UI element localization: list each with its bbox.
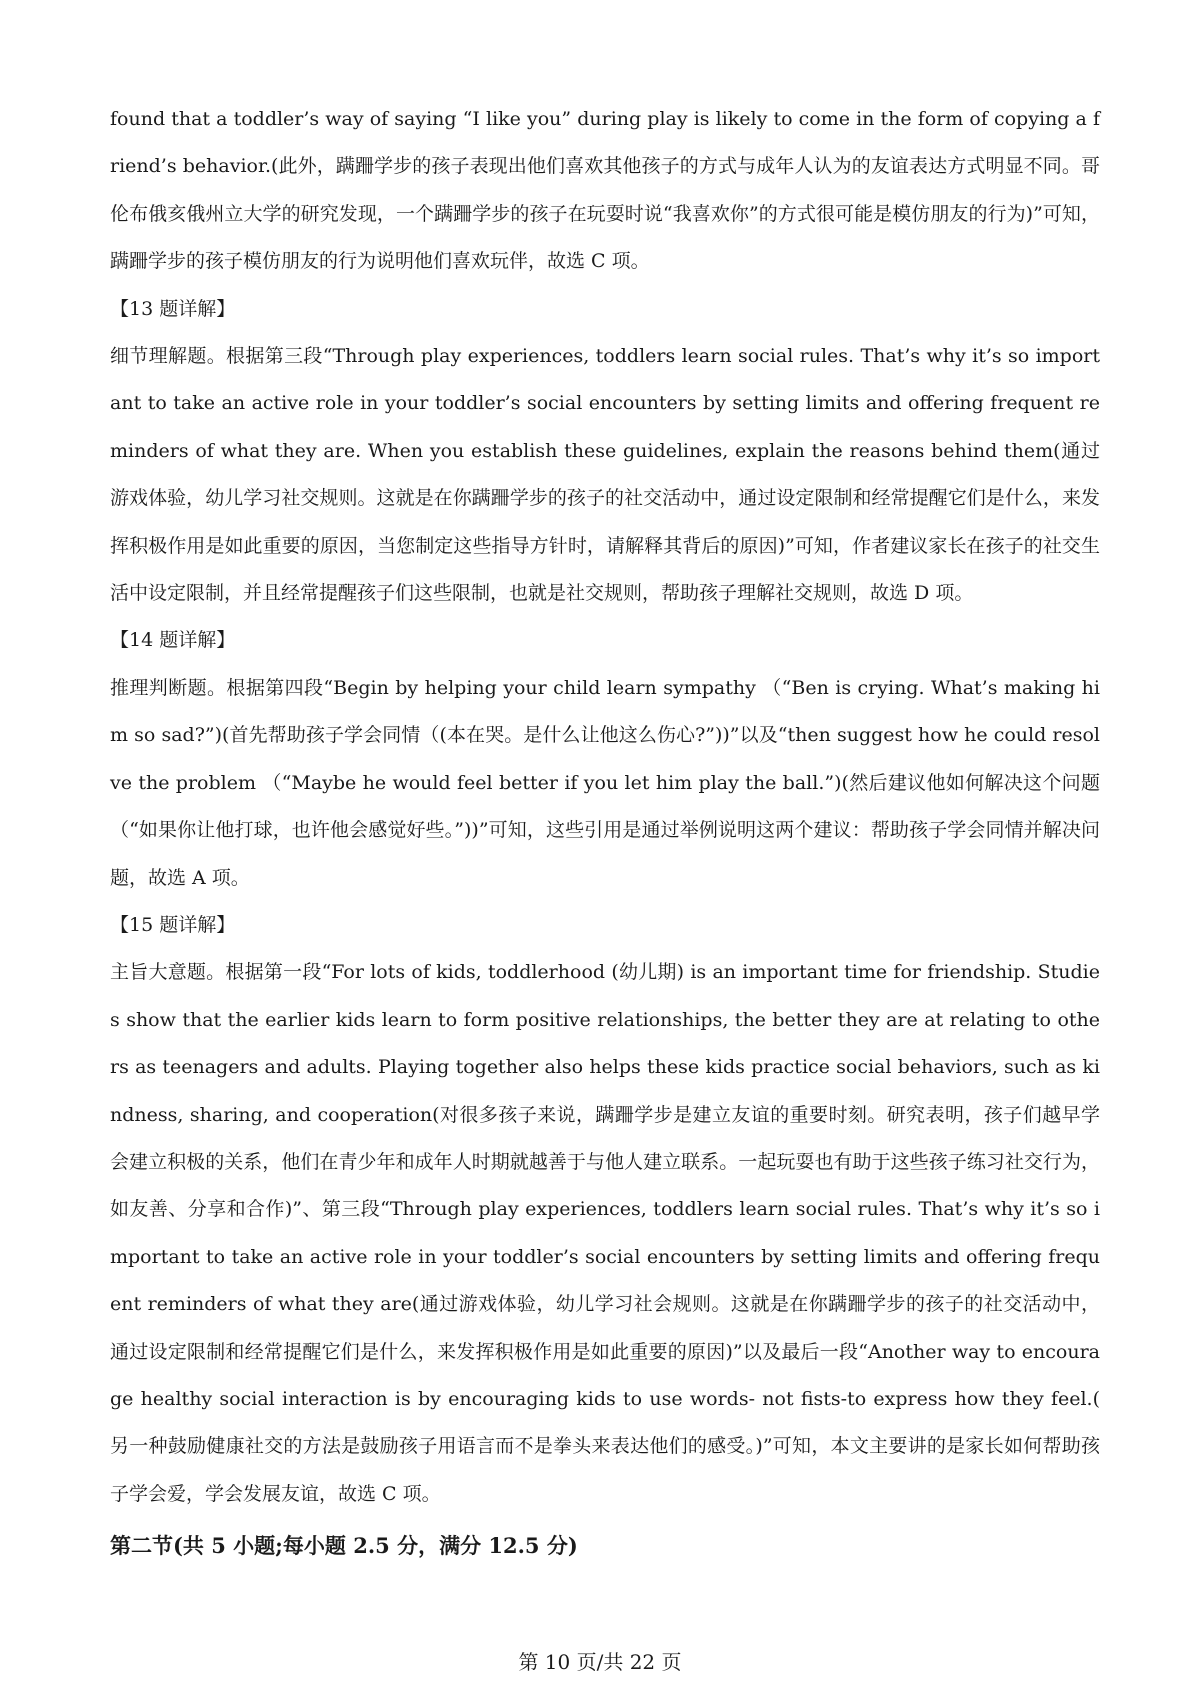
answer-13-explanation: 细节理解题。根据第三段“Through play experiences, toddlers learn social rules. That’s why it’s so important to take an active role in your toddler’s social encounters by setting limits and offering frequent reminders of what they are. When you establish these guidelines, explain the reasons behind them(通过游戏体验，幼儿学习社交规则。这就是在你蹒跚学步的孩子的社交活动中，通过设定限制和经常提醒它们是什么，来发挥积极作用是如此重要的原因，当您制定这些指导方针时，请解释其背后的原因)”可知，作者建议家长在孩子的社交生活中设定限制，并且经常提醒孩子们这些限制，也就是社交规则，帮助孩子理解社交规则，故选 D 项。 (110, 345, 1100, 605)
page-number-footer: 第 10 页/共 22 页 (518, 1650, 682, 1674)
document-body (110, 96, 1100, 1572)
question-14-heading: 【14 题详解】 (110, 629, 236, 652)
answer-12-explanation-tail: found that a toddler’s way of saying “I like you” during play is likely to come in the form of copying a friend’s behavior.(此外，蹒跚学步的孩子表现出他们喜欢其他孩子的方式与成年人认为的友谊表达方式明显不同。哥伦布俄亥俄州立大学的研究发现，一个蹒跚学步的孩子在玩耍时说“我喜欢你”的方式很可能是模仿朋友的行为)”可知，蹒跚学步的孩子模仿朋友的行为说明他们喜欢玩伴，故选 C 项。 (110, 108, 1100, 273)
answer-14-explanation: 推理判断题。根据第四段“Begin by helping your child learn sympathy （“Ben is crying. What’s making him so sad?”)(首先帮助孩子学会同情（(本在哭。是什么让他这么伤心?”))”以及“then suggest how he could resolve the problem （“Maybe he would feel better if you let him play the ball.”)(然后建议他如何解决这个问题（“如果你让他打球，也许他会感觉好些。”))”可知，这些引用是通过举例说明这两个建议：帮助孩子学会同情并解决问题，故选 A 项。 (110, 676, 1100, 889)
question-15-heading: 【15 题详解】 (110, 913, 236, 936)
question-13-heading: 【13 题详解】 (110, 297, 236, 320)
section-two-title: 第二节(共 5 小题;每小题 2.5 分，满分 12.5 分) (110, 1533, 578, 1559)
answer-15-explanation: 主旨大意题。根据第一段“For lots of kids, toddlerhood (幼儿期) is an important time for friendship. Studies show that the earlier kids learn to form positive relationships, the better they are at relating to others as teenagers and adults. Playing together also helps these kids practice social behaviors, such as kindness, sharing, and cooperation(对很多孩子来说，蹒跚学步是建立友谊的重要时刻。研究表明，孩子们越早学会建立积极的关系，他们在青少年和成年人时期就越善于与他人建立联系。一起玩耍也有助于这些孩子练习社交行为，如友善、分享和合作)”、第三段“Through play experiences, toddlers learn social rules. That’s why it’s so important to take an active role in your toddler’s social encounters by setting limits and offering frequent reminders of what they are(通过游戏体验，幼儿学习社会规则。这就是在你蹒跚学步的孩子的社交活动中，通过设定限制和经常提醒它们是什么，来发挥积极作用是如此重要的原因)”以及最后一段“Another way to encourage healthy social interaction is by encouraging kids to use words- not fists-to express how they feel.( 另一种鼓励健康社交的方法是鼓励孩子用语言而不是拳头来表达他们的感受。)”可知，本文主要讲的是家长如何帮助孩子学会爱，学会发展友谊，故选 C 项。 (110, 961, 1100, 1505)
